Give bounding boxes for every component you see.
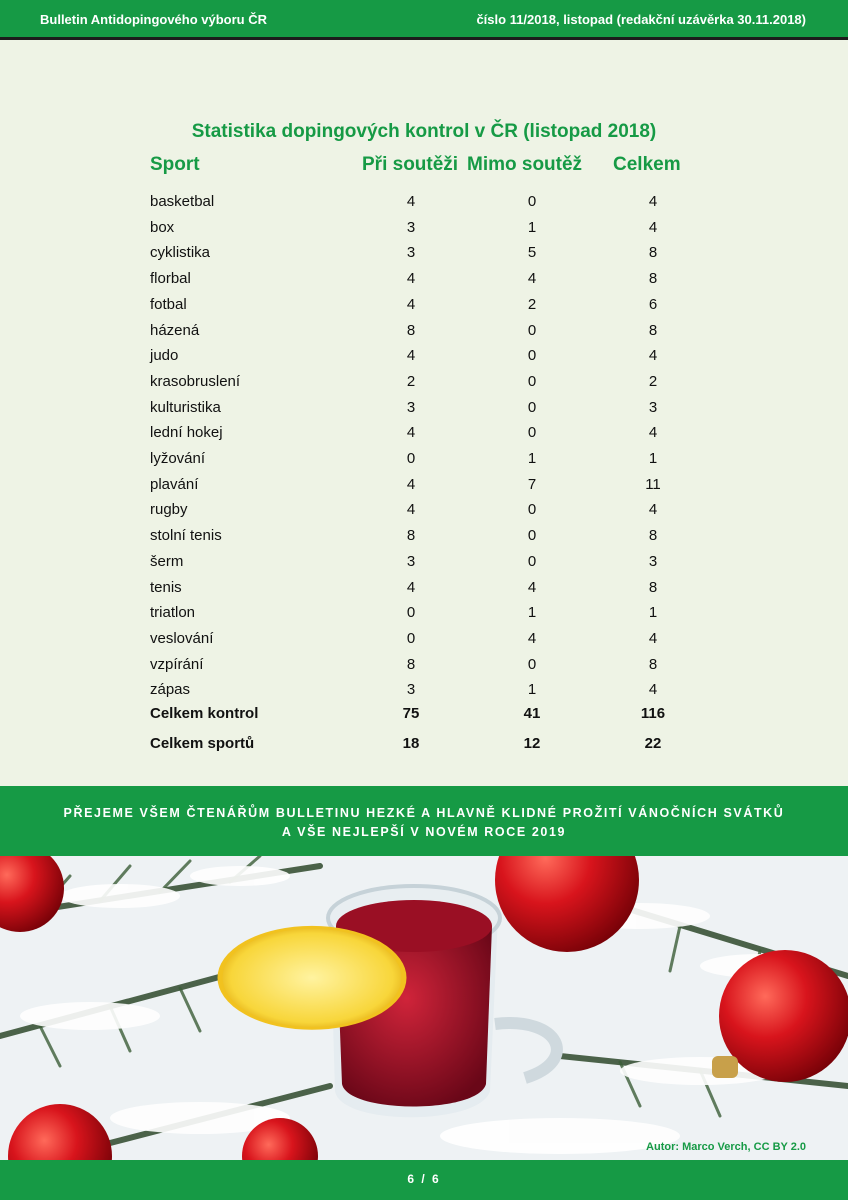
table-row (0, 579, 848, 601)
photo-credit: Autor: Marco Verch, CC BY 2.0 (646, 1141, 806, 1153)
table-title: Statistika dopingových kontrol v ČR (listopad 2018) (191, 121, 657, 142)
total-count: 8 (648, 270, 658, 288)
table-row (0, 296, 848, 318)
table-row (0, 450, 848, 472)
in-competition-count: 3 (406, 398, 416, 416)
total-count: 3 (648, 398, 658, 416)
total-count: 8 (648, 321, 658, 339)
sport-name: plavání (150, 475, 199, 493)
in-competition-count: 8 (406, 527, 416, 545)
sport-name: Celkem sportů (150, 735, 255, 752)
in-competition-count: 75 (402, 705, 420, 722)
sport-name: házená (150, 321, 200, 339)
sport-name: tenis (150, 578, 182, 596)
total-count: 4 (648, 347, 658, 365)
out-of-competition-count: 12 (523, 735, 541, 752)
total-count: 2 (648, 372, 658, 390)
in-competition-count: 3 (406, 681, 416, 699)
in-competition-count: 4 (406, 475, 416, 493)
total-count: 4 (648, 681, 658, 699)
out-of-competition-count: 4 (527, 578, 537, 596)
out-of-competition-count: 0 (527, 372, 537, 390)
table-row (0, 630, 848, 652)
in-competition-count: 4 (406, 578, 416, 596)
out-of-competition-count: 4 (527, 629, 537, 647)
table-row (0, 270, 848, 292)
in-competition-count: 0 (406, 450, 416, 467)
sport-name: cyklistika (150, 244, 211, 262)
sport-name: kulturistika (150, 398, 221, 416)
holiday-greeting-banner (0, 786, 848, 856)
table-row (0, 219, 848, 241)
table-row (0, 681, 848, 703)
in-competition-count: 0 (406, 629, 416, 647)
table-total-row (0, 735, 848, 757)
out-of-competition-count: 0 (527, 527, 537, 545)
greeting-line-1: PŘEJEME VŠEM ČTENÁŘŮM BULLETINU HEZKÉ A HLAVNĚ KLIDNÉ PROŽITÍ VÁNOČNÍCH SVÁTKŮ (63, 806, 785, 820)
page-number: 6 / 6 (407, 1172, 441, 1186)
sport-name: šerm (150, 552, 184, 570)
in-competition-count: 4 (406, 424, 416, 442)
column-header-out-of-competition: Mimo soutěž (467, 154, 583, 175)
total-count: 1 (648, 604, 658, 622)
table-row (0, 244, 848, 266)
sport-name: lyžování (150, 450, 206, 467)
sport-name: box (150, 218, 175, 236)
out-of-competition-count: 1 (527, 604, 537, 622)
page-footer (0, 1160, 848, 1200)
table-total-row (0, 705, 848, 727)
issue-info: číslo 11/2018, listopad (redakční uzávěrka 30.11.2018) (476, 12, 806, 27)
in-competition-count: 4 (406, 347, 416, 365)
column-header-sport: Sport (150, 154, 200, 175)
out-of-competition-count: 7 (527, 475, 537, 493)
table-row (0, 553, 848, 575)
table-row (0, 347, 848, 369)
sport-name: basketbal (150, 193, 215, 210)
sport-name: Celkem kontrol (150, 705, 259, 722)
mulled-wine-illustration (0, 856, 848, 1160)
total-count: 1 (648, 450, 658, 467)
out-of-competition-count: 2 (527, 295, 537, 313)
table-row (0, 322, 848, 344)
table-row (0, 476, 848, 498)
total-count: 116 (640, 705, 666, 722)
in-competition-count: 4 (406, 501, 416, 519)
out-of-competition-count: 5 (527, 244, 537, 262)
out-of-competition-count: 1 (527, 681, 537, 699)
column-header-in-competition: Při soutěži (362, 154, 459, 175)
out-of-competition-count: 0 (527, 424, 537, 442)
in-competition-count: 8 (406, 655, 416, 673)
sport-name: stolní tenis (150, 527, 222, 545)
total-count: 6 (648, 295, 658, 313)
sport-name: veslování (150, 629, 214, 647)
out-of-competition-count: 0 (527, 655, 537, 673)
in-competition-count: 4 (406, 193, 416, 210)
sport-name: triatlon (150, 604, 196, 622)
table-row (0, 373, 848, 395)
total-count: 8 (648, 578, 658, 596)
sport-name: vzpírání (150, 655, 204, 673)
table-row (0, 399, 848, 421)
total-count: 4 (648, 424, 658, 442)
bulletin-name: Bulletin Antidopingového výboru ČR (40, 12, 268, 27)
table-row (0, 424, 848, 446)
statistics-section (0, 40, 848, 786)
out-of-competition-count: 0 (527, 193, 537, 210)
total-count: 22 (644, 735, 662, 752)
out-of-competition-count: 1 (527, 450, 537, 467)
out-of-competition-count: 0 (527, 552, 537, 570)
in-competition-count: 2 (406, 372, 416, 390)
in-competition-count: 0 (406, 604, 416, 622)
table-row (0, 604, 848, 626)
in-competition-count: 3 (406, 552, 416, 570)
in-competition-count: 4 (406, 270, 416, 288)
greeting-line-2: A VŠE NEJLEPŠÍ V NOVÉM ROCE 2019 (281, 825, 567, 839)
sport-name: rugby (150, 501, 188, 519)
total-count: 8 (648, 655, 658, 673)
total-count: 8 (648, 527, 658, 545)
sport-name: florbal (150, 270, 191, 288)
total-count: 8 (648, 244, 658, 262)
table-row (0, 527, 848, 549)
total-count: 11 (645, 475, 661, 493)
top-bar (0, 0, 848, 40)
in-competition-count: 18 (402, 735, 420, 752)
column-header-total: Celkem (613, 154, 681, 175)
out-of-competition-count: 0 (527, 321, 537, 339)
total-count: 4 (648, 218, 658, 236)
sport-name: lední hokej (150, 424, 223, 442)
total-count: 4 (648, 629, 658, 647)
out-of-competition-count: 1 (527, 218, 537, 236)
total-count: 4 (648, 193, 658, 210)
sport-name: judo (150, 347, 179, 365)
out-of-competition-count: 0 (527, 501, 537, 519)
in-competition-count: 8 (406, 321, 416, 339)
sport-name: krasobruslení (150, 372, 241, 390)
total-count: 3 (648, 552, 658, 570)
out-of-competition-count: 0 (527, 398, 537, 416)
out-of-competition-count: 0 (527, 347, 537, 365)
out-of-competition-count: 4 (527, 270, 537, 288)
in-competition-count: 3 (406, 218, 416, 236)
out-of-competition-count: 41 (523, 705, 541, 722)
total-count: 4 (648, 501, 658, 519)
sport-name: fotbal (150, 295, 187, 313)
table-row (0, 656, 848, 678)
in-competition-count: 3 (406, 244, 416, 262)
table-row (0, 501, 848, 523)
table-row (0, 193, 848, 215)
sport-name: zápas (150, 681, 191, 699)
christmas-photo (0, 856, 848, 1160)
in-competition-count: 4 (406, 295, 416, 313)
